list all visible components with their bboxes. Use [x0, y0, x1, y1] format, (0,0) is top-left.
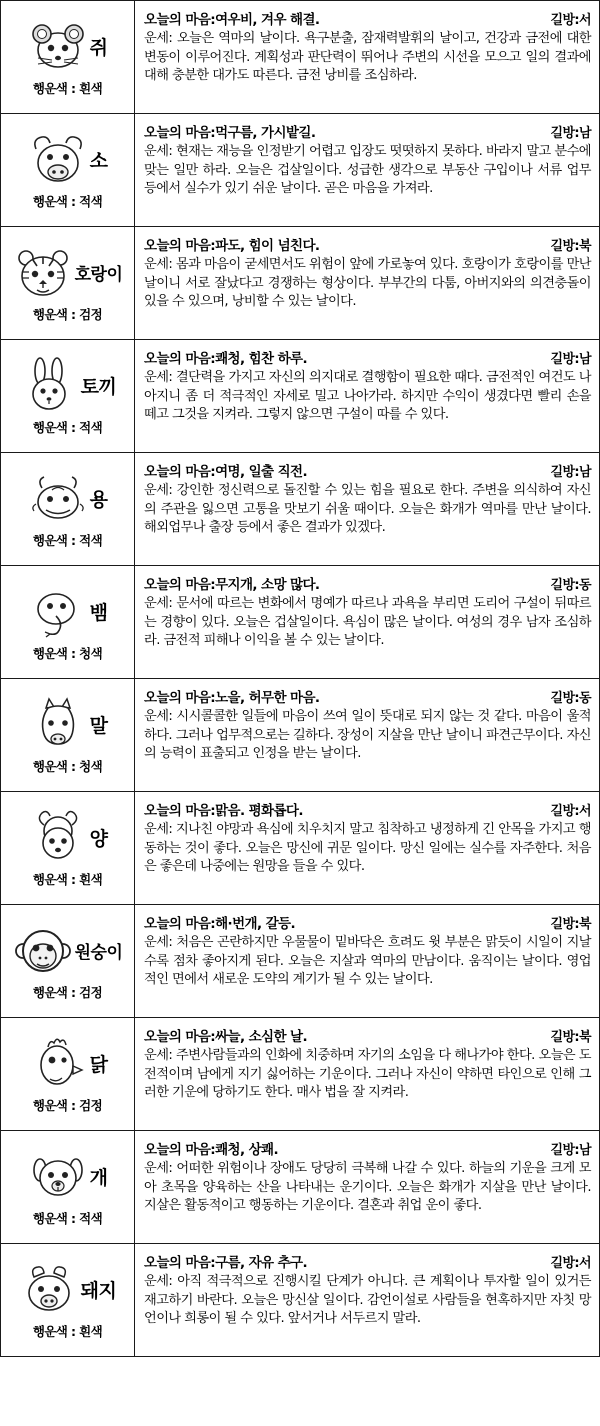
pig-icon	[19, 1261, 79, 1319]
mood-text: 오늘의 마음:구름, 자유 추구.	[144, 1255, 308, 1271]
zodiac-header	[3, 357, 132, 415]
fortune-text: 운세: 지나친 야망과 욕심에 치우치지 말고 침착하고 냉정하게 긴 안목을 가지고 행동하는 것이 좋다. 오늘은 망신에 귀문 일이다. 망신 일에는 실수를 자주한다. 처음은 좋은데 나중에는 원망을 들을 수 있다.	[144, 822, 591, 875]
zodiac-cell-dragon	[1, 453, 135, 565]
goat-icon	[28, 809, 88, 867]
fortune-text: 운세: 어떠한 위험이나 장애도 당당히 극복해 나갈 수 있다. 하늘의 기운을 크게 모아 초목을 양육하는 산을 나타내는 운기이다. 오늘은 화개가 지살을 만난 날이다. 지살은 활동적이고 행동하는 기운이다. 결혼과 취업 운이 좋다.	[144, 1161, 591, 1214]
table-row	[1, 453, 599, 566]
fortune-text: 운세: 처음은 곤란하지만 우물물이 밑바닥은 흐려도 윗 부분은 맑듯이 시일이 지날수록 점차 좋아지게 된다. 오늘은 지살과 역마의 만남이다. 움직이는 날이다. 영업적인 면에서 새로운 도약의 계기가 될 수 있는 날이다.	[144, 935, 591, 988]
mood-text: 오늘의 마음:싸늘, 소심한 날.	[144, 1029, 308, 1045]
lucky-color: 행운색 : 청색	[32, 758, 103, 774]
direction-text: 길방:북	[550, 917, 591, 932]
mood-line	[144, 1138, 591, 1158]
fortune-cell	[135, 1, 599, 113]
fortune-text: 운세: 문서에 따르는 변화에서 명예가 따르나 과욕을 부리면 도리어 구설이 뒤따르는 경향이 있다. 오늘은 겁살일이다. 욕심이 많은 날이다. 여성의 경우 남자 조심하라. 금전적 피해나 이익을 볼 수 있는 날이다.	[144, 596, 591, 649]
direction-text: 길방:북	[550, 1030, 591, 1045]
zodiac-cell-goat	[1, 792, 135, 904]
tiger-icon	[13, 244, 73, 302]
zodiac-cell-tiger	[1, 227, 135, 339]
fortune-text: 운세: 시시콜콜한 일들에 마음이 쓰여 일이 뜻대로 되지 않는 것 같다. 마음이 울적하다. 그러나 업무적으로는 길하다. 장성이 지살을 만난 날이니 파견근무이다. 자신의 능력이 표출되고 인정을 받는 날이다.	[144, 709, 591, 762]
mood-text: 오늘의 마음:해·번개, 갈등.	[144, 916, 295, 932]
lucky-color: 행운색 : 검정	[32, 984, 103, 1000]
fortune-cell	[135, 679, 599, 791]
mood-line	[144, 1025, 591, 1045]
table-row	[1, 227, 599, 340]
fortune-text: 운세: 현재는 재능을 인정받기 어렵고 입장도 떳떳하지 못하다. 바라지 말고 분수에 맞는 일만 하라. 오늘은 겁살일이다. 성급한 생각으로 부동산 구입이나 서류 업무 등에서 실수가 있기 쉬운 날이다. 곧은 마음을 가져라.	[144, 144, 591, 197]
mood-line	[144, 573, 591, 593]
zodiac-cell-rooster	[1, 1018, 135, 1130]
rat-icon	[28, 18, 88, 76]
snake-icon	[28, 583, 88, 641]
zodiac-header	[3, 922, 132, 980]
mood-text: 오늘의 마음:무지개, 소망 많다.	[144, 577, 320, 593]
fortune-text: 운세: 아직 적극적으로 진행시킬 단계가 아니다. 큰 계획이나 투자할 일이 있거든 재고하기 바란다. 오늘은 망신살 일이다. 감언이설로 사람들을 현혹하지만 자칫 망언이나 희롱이 될 수 있다. 앞서거나 서두르지 말라.	[144, 1274, 591, 1327]
zodiac-header	[3, 470, 132, 528]
horse-icon	[28, 696, 88, 754]
fortune-cell	[135, 905, 599, 1017]
fortune-cell	[135, 792, 599, 904]
lucky-color: 행운색 : 적색	[32, 1210, 103, 1226]
fortune-text: 운세: 오늘은 역마의 날이다. 욕구분출, 잠재력발휘의 날이고, 건강과 금전에 대한 변동이 이루어진다. 계획성과 판단력이 뛰어나 주변의 시선을 모으고 일의 결과에 대해 충분한 대가도 따른다. 금전 낭비를 조심하라.	[144, 31, 591, 84]
animal-name: 개	[89, 1167, 108, 1189]
direction-text: 길방:남	[550, 352, 591, 367]
zodiac-header	[3, 809, 132, 867]
dog-icon	[28, 1148, 88, 1206]
dragon-icon	[28, 470, 88, 528]
lucky-color: 행운색 : 흰색	[32, 80, 103, 96]
rabbit-icon	[19, 357, 79, 415]
zodiac-header	[3, 131, 132, 189]
fortune-cell	[135, 453, 599, 565]
animal-name: 원숭이	[74, 943, 123, 963]
mood-line	[144, 912, 591, 932]
zodiac-cell-horse	[1, 679, 135, 791]
animal-name: 토끼	[80, 376, 117, 398]
zodiac-header	[3, 1148, 132, 1206]
mood-line	[144, 121, 591, 141]
animal-name: 뱀	[89, 602, 108, 624]
direction-text: 길방:남	[550, 1143, 591, 1158]
lucky-color: 행운색 : 검정	[32, 1097, 103, 1113]
zodiac-header	[3, 18, 132, 76]
fortune-cell	[135, 1018, 599, 1130]
mood-line	[144, 8, 591, 28]
mood-text: 오늘의 마음:쾌청, 상쾌.	[144, 1142, 279, 1158]
zodiac-cell-ox	[1, 114, 135, 226]
direction-text: 길방:남	[550, 126, 591, 141]
direction-text: 길방:동	[550, 691, 591, 706]
mood-text: 오늘의 마음:먹구름, 가시밭길.	[144, 125, 316, 141]
mood-text: 오늘의 마음:노을, 허무한 마음.	[144, 690, 320, 706]
rooster-icon	[28, 1035, 88, 1093]
mood-line	[144, 234, 591, 254]
lucky-color: 행운색 : 적색	[32, 419, 103, 435]
direction-text: 길방:북	[550, 239, 591, 254]
direction-text: 길방:동	[550, 578, 591, 593]
lucky-color: 행운색 : 검정	[32, 306, 103, 322]
zodiac-cell-pig	[1, 1244, 135, 1356]
zodiac-cell-rat	[1, 1, 135, 113]
animal-name: 닭	[89, 1054, 108, 1076]
fortune-cell	[135, 1244, 599, 1356]
mood-line	[144, 460, 591, 480]
table-row	[1, 1, 599, 114]
zodiac-header	[3, 696, 132, 754]
table-row	[1, 1131, 599, 1244]
zodiac-cell-rabbit	[1, 340, 135, 452]
mood-text: 오늘의 마음:맑음. 평화롭다.	[144, 803, 303, 819]
mood-line	[144, 799, 591, 819]
mood-line	[144, 686, 591, 706]
mood-text: 오늘의 마음:여우비, 겨우 해결.	[144, 12, 320, 28]
mood-text: 오늘의 마음:쾌청, 힘찬 하루.	[144, 351, 308, 367]
fortune-cell	[135, 340, 599, 452]
lucky-color: 행운색 : 흰색	[32, 1323, 103, 1339]
table-row	[1, 1244, 599, 1357]
table-row	[1, 905, 599, 1018]
lucky-color: 행운색 : 적색	[32, 532, 103, 548]
animal-name: 말	[89, 715, 108, 737]
zodiac-header	[3, 583, 132, 641]
table-row	[1, 566, 599, 679]
ox-icon	[28, 131, 88, 189]
lucky-color: 행운색 : 적색	[32, 193, 103, 209]
direction-text: 길방:남	[550, 465, 591, 480]
table-row	[1, 679, 599, 792]
fortune-cell	[135, 566, 599, 678]
zodiac-header	[3, 244, 132, 302]
fortune-cell	[135, 227, 599, 339]
zodiac-header	[3, 1035, 132, 1093]
lucky-color: 행운색 : 흰색	[32, 871, 103, 887]
direction-text: 길방:서	[550, 1256, 591, 1271]
fortune-text: 운세: 결단력을 가지고 자신의 의지대로 결행함이 필요한 때다. 금전적인 여건도 나아지니 좀 더 적극적인 자세로 밀고 나아가라. 하지만 수익이 생겼다면 빨리 손을 떼고 그것을 지켜라. 그렇지 않으면 구설이 따를 수 있다.	[144, 370, 591, 423]
table-row	[1, 1018, 599, 1131]
zodiac-header	[3, 1261, 132, 1319]
fortune-cell	[135, 1131, 599, 1243]
mood-text: 오늘의 마음:여명, 일출 직전.	[144, 464, 308, 480]
mood-line	[144, 1251, 591, 1271]
zodiac-cell-monkey	[1, 905, 135, 1017]
fortune-text: 운세: 주변사람들과의 인화에 치중하며 자기의 소임을 다 해나가야 한다. 오늘은 도전적이며 남에게 지기 싫어하는 기운이다. 그러나 자신이 약하면 타인으로 인해 그러한 기운에 당하기도 한다. 매사 법을 잘 지켜라.	[144, 1048, 591, 1101]
direction-text: 길방:서	[550, 804, 591, 819]
fortune-text: 운세: 강인한 정신력으로 돌진할 수 있는 힘을 필요로 한다. 주변을 의식하여 자신의 주관을 잃으면 고통을 맛보기 쉬울 때이다. 오늘은 화개가 역마를 만난 날이다. 해외업무나 출장 등에서 좋은 결과가 있겠다.	[144, 483, 591, 536]
table-row	[1, 340, 599, 453]
monkey-icon	[13, 922, 73, 980]
animal-name: 소	[89, 150, 108, 172]
lucky-color: 행운색 : 청색	[32, 645, 103, 661]
animal-name: 양	[89, 828, 108, 850]
table-row	[1, 792, 599, 905]
animal-name: 호랑이	[74, 265, 123, 285]
zodiac-cell-dog	[1, 1131, 135, 1243]
animal-name: 쥐	[89, 37, 108, 59]
fortune-cell	[135, 114, 599, 226]
fortune-text: 운세: 몸과 마음이 굳세면서도 위험이 앞에 가로놓여 있다. 호랑이가 호랑이를 만난 날이니 서로 잘났다고 경쟁하는 형상이다. 부부간의 다툼, 아버지와의 의견충돌이 있을 수 있으며, 낭비할 수 있는 날이다.	[144, 257, 591, 310]
zodiac-cell-snake	[1, 566, 135, 678]
animal-name: 용	[89, 489, 108, 511]
direction-text: 길방:서	[550, 13, 591, 28]
animal-name: 돼지	[80, 1280, 117, 1302]
table-row	[1, 114, 599, 227]
mood-line	[144, 347, 591, 367]
mood-text: 오늘의 마음:파도, 힘이 넘친다.	[144, 238, 320, 254]
